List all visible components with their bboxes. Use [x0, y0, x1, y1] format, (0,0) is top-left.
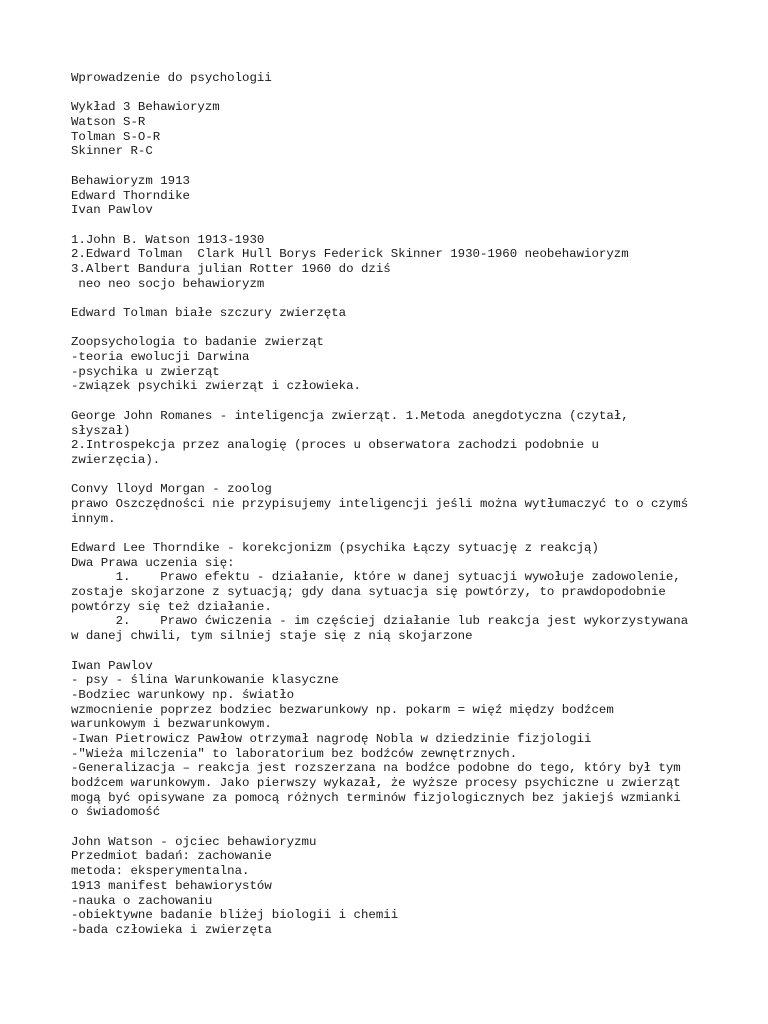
text-line: w danej chwili, tym silniej staje się z nią skojarzone	[71, 629, 473, 644]
text-line: George John Romanes - inteligencja zwierząt. 1.Metoda anegdotyczna (czytał,	[71, 408, 629, 423]
paragraph	[71, 659, 711, 821]
text-line: Iwan Pawlov	[71, 658, 153, 673]
text-line: -bada człowieka i zwierzęta	[71, 922, 272, 937]
text-line: Tolman S-O-R	[71, 129, 161, 144]
text-line: Convy lloyd Morgan - zoolog	[71, 482, 272, 497]
text-line: -teoria ewolucji Darwina	[71, 350, 250, 365]
text-line: zostaje skojarzone z sytuacją; gdy dana sytuacja się powtórzy, to prawdopodobnie	[71, 585, 666, 600]
paragraph	[71, 71, 711, 86]
text-line: zwierzęcia).	[71, 452, 161, 467]
text-line: -Bodziec warunkowy np. światło	[71, 687, 295, 702]
text-line: Ivan Pawlov	[71, 203, 153, 218]
paragraph	[71, 541, 711, 644]
text-line: Watson S-R	[71, 115, 146, 130]
paragraph	[71, 482, 711, 526]
text-line: o świadomość	[71, 805, 161, 820]
text-line: 3.Albert Bandura julian Rotter 1960 do dziś	[71, 261, 391, 276]
text-line: Wprowadzenie do psychologii	[71, 71, 272, 85]
text-line: -obiektywne badanie bliżej biologii i chemii	[71, 908, 399, 923]
paragraph	[71, 335, 711, 394]
text-line: powtórzy się też działanie.	[71, 599, 272, 614]
text-line: 1.John B. Watson 1913-1930	[71, 232, 265, 247]
text-line: -"Wieża milczenia" to laboratorium bez bodźców zewnętrznych.	[71, 746, 518, 761]
text-line: neo neo socjo behawioryzm	[71, 276, 265, 291]
paragraph	[71, 306, 711, 321]
text-line: -Generalizacja – reakcja jest rozszerzana na bodźce podobne do tego, który był tym	[71, 761, 681, 776]
text-line: -Iwan Pietrowicz Pawłow otrzymał nagrodę Nobla w dziedzinie fizjologii	[71, 731, 592, 746]
text-line: bodźcem warunkowym. Jako pierwszy wykazał, że wyższe procesy psychiczne u zwierząt	[71, 776, 681, 790]
text-line: wzmocnienie poprzez bodziec bezwarunkowy np. pokarm = więź między bodźcem	[71, 702, 614, 717]
text-line: innym.	[71, 511, 116, 526]
text-line: -psychika u zwierząt	[71, 364, 220, 379]
text-line: Przedmiot badań: zachowanie	[71, 849, 272, 864]
text-line: mogą być opisywane za pomocą różnych terminów fizjologicznych bez jakiejś wzmianki	[71, 790, 681, 805]
paragraph	[71, 835, 711, 938]
text-line: 1. Prawo efektu - działanie, które w danej sytuacji wywołuje zadowolenie,	[71, 570, 681, 585]
paragraph	[71, 174, 711, 218]
text-line: - psy - ślina Warunkowanie klasyczne	[71, 673, 339, 688]
text-line: Wykład 3 Behawioryzm	[71, 100, 220, 115]
paragraph	[71, 100, 711, 159]
text-line: Edward Tolman białe szczury zwierzęta	[71, 306, 347, 320]
text-line: -związek psychiki zwierząt i człowieka.	[71, 379, 361, 394]
document-text	[71, 71, 711, 952]
text-line: Dwa Prawa uczenia się:	[71, 555, 235, 570]
text-line: prawo Oszczędności nie przypisujemy inteligencji jeśli można wytłumaczyć to o czymś	[71, 496, 689, 511]
text-line: Edward Thorndike	[71, 188, 190, 203]
text-line: -nauka o zachowaniu	[71, 893, 213, 908]
text-line: Behawioryzm 1913	[71, 173, 190, 188]
text-line: metoda: eksperymentalna.	[71, 864, 250, 879]
paragraph	[71, 409, 711, 468]
text-line: warunkowym i bezwarunkowym.	[71, 717, 272, 732]
text-line: Skinner R-C	[71, 144, 153, 159]
text-line: 2.Introspekcja przez analogię (proces u obserwatora zachodzi podobnie u	[71, 438, 599, 453]
text-line: 2. Prawo ćwiczenia - im częściej działanie lub reakcja jest wykorzystywana	[71, 614, 689, 629]
paragraph	[71, 233, 711, 292]
text-line: Edward Lee Thorndike - korekcjonizm (psychika Łączy sytuację z reakcją)	[71, 541, 599, 555]
text-line: 1913 manifest behawiorystów	[71, 878, 272, 893]
text-line: Zoopsychologia to badanie zwierząt	[71, 335, 324, 350]
text-line: 2.Edward Tolman Clark Hull Borys Federick Skinner 1930-1960 neobehawioryzm	[71, 247, 629, 262]
text-line: John Watson - ojciec behawioryzmu	[71, 834, 317, 849]
text-line: słyszał)	[71, 423, 131, 438]
